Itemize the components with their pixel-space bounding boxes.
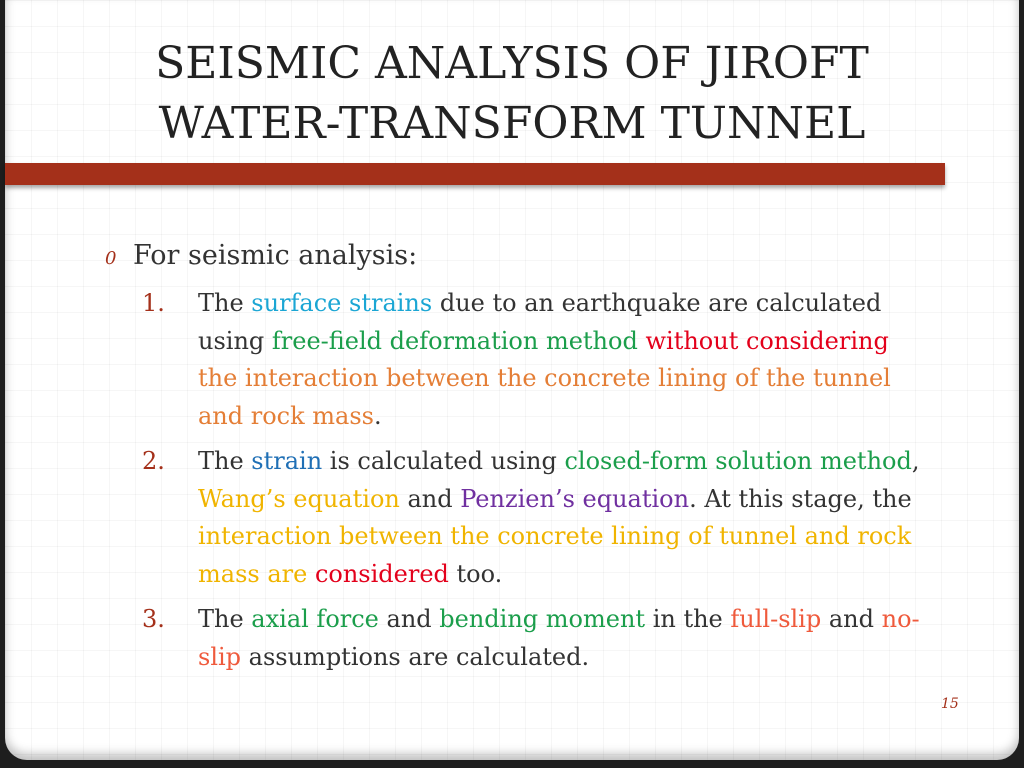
text-segment: . At this stage, the — [689, 484, 912, 513]
text-segment: considered — [314, 559, 449, 588]
list-item-number: 3. — [142, 605, 165, 633]
list-item — [105, 601, 935, 676]
text-segment: . — [374, 401, 382, 430]
text-segment: without considering — [645, 326, 889, 355]
text-segment: Penzien’s equation — [460, 484, 690, 513]
title-underline-bar — [5, 163, 945, 185]
list-item-number: 2. — [142, 447, 165, 475]
text-segment: in the — [645, 605, 731, 633]
text-segment: and — [378, 605, 440, 633]
text-segment: and — [821, 605, 882, 633]
list-item-text — [198, 443, 935, 593]
slide — [5, 0, 1019, 760]
list-item-number: 1. — [142, 289, 165, 317]
list-item — [105, 443, 935, 593]
bullet-icon: 0 — [105, 248, 117, 269]
list-item-text — [198, 285, 935, 435]
slide-body — [105, 236, 935, 684]
slide-title — [5, 34, 1019, 154]
text-segment: , — [911, 447, 920, 475]
text-segment: The — [198, 289, 252, 317]
text-segment: axial force — [251, 605, 379, 633]
text-segment: is calculated using — [322, 447, 565, 475]
text-segment: due to an earthquake are calculated using — [198, 289, 882, 355]
text-segment: interaction between the concrete lining of tunnel and rock mass are — [198, 522, 912, 588]
text-segment: bending moment — [439, 605, 646, 633]
list-item — [105, 285, 935, 435]
text-segment: surface strains — [251, 289, 433, 317]
numbered-list — [105, 285, 935, 676]
text-segment: full-slip — [730, 605, 822, 633]
title-line-1: SEISMIC ANALYSIS OF JIROFT — [155, 38, 869, 89]
bullet-intro-text: For seismic analysis: — [133, 240, 418, 271]
text-segment: too. — [448, 559, 503, 588]
text-segment: no-slip — [198, 605, 920, 671]
text-segment: Wang’s equation — [198, 484, 400, 513]
text-segment: free-field deformation method — [271, 326, 638, 355]
text-segment: and — [399, 484, 461, 513]
text-segment: The — [198, 447, 252, 475]
text-segment: strain — [251, 447, 323, 475]
title-line-2: WATER-TRANSFORM TUNNEL — [158, 98, 866, 149]
text-segment: closed-form solution method — [564, 447, 912, 475]
list-item-text — [198, 601, 935, 676]
text-segment: The — [198, 605, 252, 633]
page-number: 15 — [941, 696, 959, 712]
text-segment: the interaction between the concrete lining of the tunnel and rock mass — [198, 364, 891, 430]
text-segment: assumptions are calculated. — [241, 642, 590, 671]
top-level-bullet — [105, 236, 935, 279]
text-segment — [307, 560, 315, 588]
